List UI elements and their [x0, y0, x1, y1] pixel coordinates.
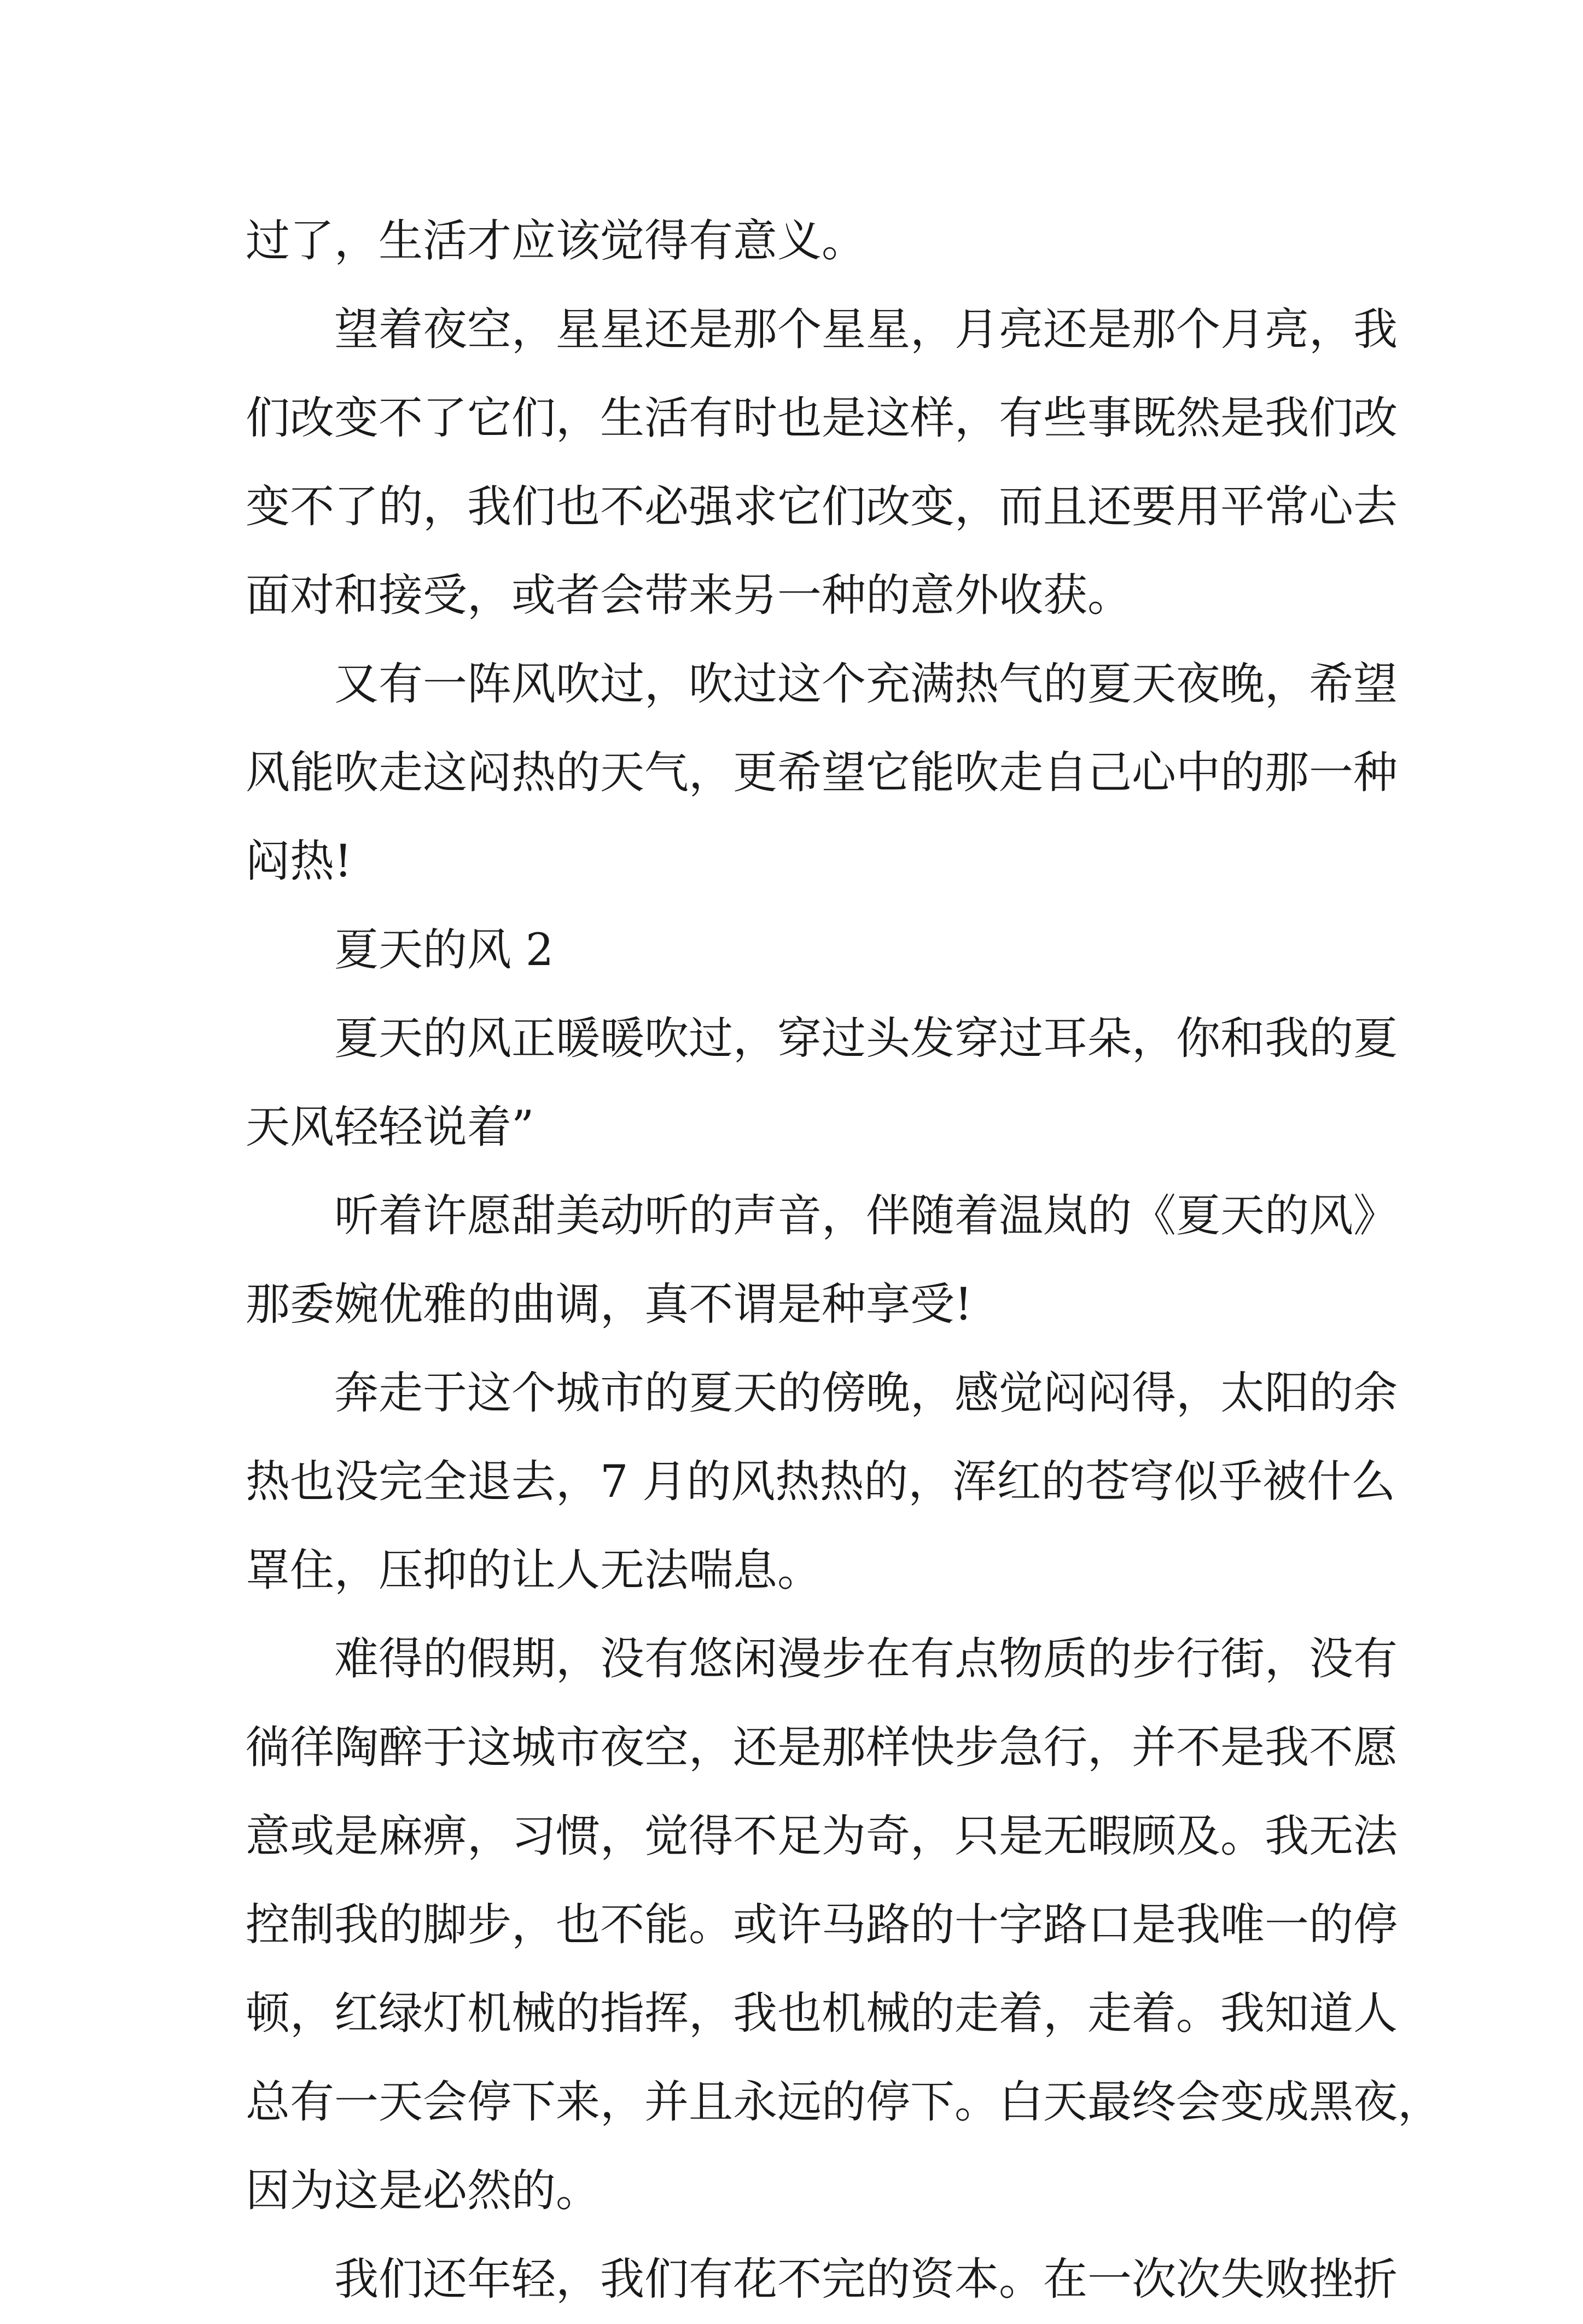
text-line: 热也没完全退去，7 月的风热热的，浑红的苍穹似乎被什么 — [246, 1456, 1396, 1508]
text-line: 过了，生活才应该觉得有意义。 — [246, 216, 866, 267]
text-line: 难得的假期，没有悠闲漫步在有点物质的步行街，没有 — [334, 1634, 1398, 1685]
text-line: 夏天的风 2 — [334, 925, 554, 976]
paragraph — [246, 640, 1398, 906]
text-line: 变不了的，我们也不必强求它们改变，而且还要用平常心去 — [246, 481, 1398, 533]
text-line: 奔走于这个城市的夏天的傍晚，感觉闷闷得，太阳的余 — [334, 1368, 1398, 1419]
text-line: 夏天的风正暖暖吹过，穿过头发穿过耳朵，你和我的夏 — [334, 1013, 1398, 1065]
text-line: 总有一天会停下来，并且永远的停下。白天最终会变成黑夜， — [246, 2077, 1442, 2128]
paragraph — [246, 1349, 1398, 1615]
text-line: 因为这是必然的。 — [246, 2165, 601, 2217]
text-line: 徜徉陶醉于这城市夜空，还是那样快步急行，并不是我不愿 — [246, 1722, 1398, 1774]
paragraph — [246, 286, 1398, 640]
text-line: 罩住，压抑的让人无法喘息。 — [246, 1545, 822, 1596]
text-line: 控制我的脚步，也不能。或许马路的十字路口是我唯一的停 — [246, 1899, 1398, 1951]
text-line: 我们还年轻，我们有花不完的资本。在一次次失败挫折 — [334, 2254, 1398, 2305]
text-line: 面对和接受，或者会带来另一种的意外收获。 — [246, 570, 1132, 621]
text-line: 闷热! — [246, 836, 352, 887]
paragraph — [246, 995, 1398, 1172]
paragraph — [246, 906, 1359, 995]
text-line: 那委婉优雅的曲调，真不谓是种享受! — [246, 1279, 973, 1331]
text-line: 又有一阵风吹过，吹过这个充满热气的夏天夜晚，希望 — [334, 659, 1398, 710]
text-line: 们改变不了它们，生活有时也是这样，有些事既然是我们改 — [246, 393, 1398, 444]
paragraph — [246, 1172, 1398, 1349]
text-line: 意或是麻痹，习惯，觉得不足为奇，只是无暇顾及。我无法 — [246, 1811, 1398, 1862]
document-body — [246, 197, 1442, 2324]
text-line: 听着许愿甜美动听的声音，伴随着温岚的《夏天的风》 — [334, 1190, 1398, 1242]
text-line: 望着夜空，星星还是那个星星，月亮还是那个月亮，我 — [334, 304, 1398, 356]
text-line: 风能吹走这闷热的天气，更希望它能吹走自己心中的那一种 — [246, 747, 1398, 799]
paragraph — [246, 2235, 1398, 2324]
text-line: 天风轻轻说着” — [246, 1102, 534, 1153]
paragraph — [246, 197, 1359, 286]
paragraph — [246, 1615, 1442, 2235]
text-line: 顿，红绿灯机械的指挥，我也机械的走着，走着。我知道人 — [246, 1988, 1398, 2040]
